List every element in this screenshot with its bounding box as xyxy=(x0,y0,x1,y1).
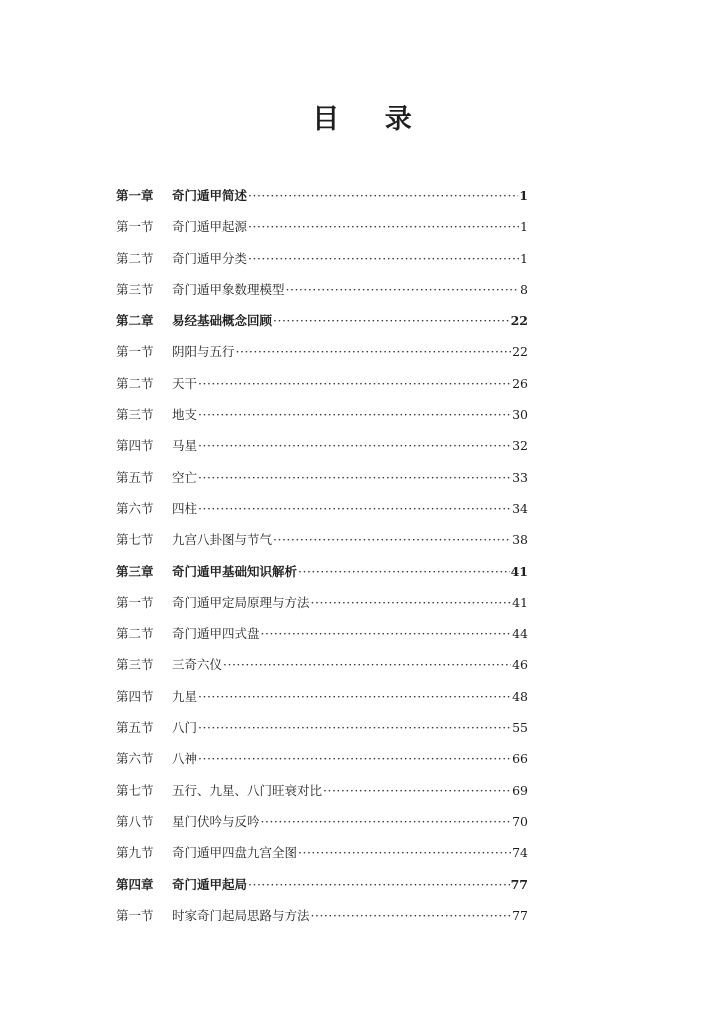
toc-entry-label: 第四节 xyxy=(116,438,154,454)
toc-entry-label: 第七节 xyxy=(116,532,154,548)
toc-entry-label: 第五节 xyxy=(116,469,154,485)
toc-dot-leader xyxy=(323,775,511,806)
toc-dot-leader xyxy=(298,837,511,868)
toc-section-entry xyxy=(116,837,528,868)
toc-entry-label: 第三节 xyxy=(116,407,154,423)
toc-entry-label: 第一节 xyxy=(116,594,154,610)
toc-entry-title: 星门伏吟与反吟 xyxy=(172,813,260,829)
toc-chapter-entry xyxy=(116,180,528,211)
toc-section-entry xyxy=(116,743,528,774)
toc-entry-page-number: 1 xyxy=(519,188,528,203)
toc-entry-label: 第四章 xyxy=(116,876,154,892)
toc-entry-title: 九星 xyxy=(172,688,198,704)
toc-entry-title: 四柱 xyxy=(172,500,198,516)
toc-entry-title: 奇门遁甲基础知识解析 xyxy=(172,563,298,579)
toc-entry-label: 第一章 xyxy=(116,188,154,203)
toc-entry-page-number: 48 xyxy=(512,688,528,704)
toc-entry-title: 空亡 xyxy=(172,469,198,485)
toc-entry-label: 第九节 xyxy=(116,845,154,861)
toc-entry-title: 奇门遁甲简述 xyxy=(172,188,248,203)
toc-entry-title: 天干 xyxy=(172,375,198,391)
toc-entry-label: 第八节 xyxy=(116,813,154,829)
toc-entry-title: 奇门遁甲分类 xyxy=(172,250,248,266)
toc-entry-page-number: 41 xyxy=(510,563,528,579)
toc-entry-label: 第三节 xyxy=(116,657,154,673)
toc-section-entry xyxy=(116,211,528,242)
toc-section-entry xyxy=(116,524,528,555)
toc-dot-leader xyxy=(298,556,510,587)
toc-section-entry xyxy=(116,681,528,712)
toc-section-entry xyxy=(116,493,528,524)
toc-entry-label: 第二节 xyxy=(116,375,154,391)
toc-entry-label: 第三章 xyxy=(116,563,154,579)
toc-section-entry xyxy=(116,274,528,305)
toc-section-entry xyxy=(116,806,528,837)
toc-entry-page-number: 44 xyxy=(512,626,528,642)
toc-entry-label: 第六节 xyxy=(116,500,154,516)
toc-entry-page-number: 69 xyxy=(512,782,528,798)
toc-entry-title: 奇门遁甲起局 xyxy=(172,876,248,892)
toc-entry-label: 第一节 xyxy=(116,907,154,923)
toc-entry-title: 奇门遁甲象数理模型 xyxy=(172,281,285,297)
toc-entry-label: 第二章 xyxy=(116,313,154,329)
toc-entry-title: 八门 xyxy=(172,720,198,736)
toc-dot-leader xyxy=(261,806,512,837)
toc-section-entry xyxy=(116,430,528,461)
toc-entry-page-number: 1 xyxy=(520,219,528,235)
toc-entry-page-number: 22 xyxy=(512,344,528,360)
toc-entry-title: 五行、九星、八门旺衰对比 xyxy=(172,782,323,798)
toc-dot-leader xyxy=(198,681,511,712)
toc-entry-label: 第五节 xyxy=(116,720,154,736)
toc-chapter-entry xyxy=(116,869,528,900)
toc-section-entry xyxy=(116,336,528,367)
table-of-contents xyxy=(116,180,528,931)
toc-entry-page-number: 77 xyxy=(510,876,528,892)
toc-entry-label: 第六节 xyxy=(116,751,154,767)
toc-entry-title: 地支 xyxy=(172,407,198,423)
toc-dot-leader xyxy=(273,524,511,555)
toc-entry-page-number: 33 xyxy=(512,469,528,485)
toc-entry-title: 易经基础概念回顾 xyxy=(172,313,273,329)
toc-entry-page-number: 74 xyxy=(512,845,528,861)
toc-section-entry xyxy=(116,649,528,680)
toc-section-entry xyxy=(116,900,528,931)
toc-dot-leader xyxy=(261,618,512,649)
toc-entry-label: 第二节 xyxy=(116,626,154,642)
toc-entry-title: 奇门遁甲定局原理与方法 xyxy=(172,594,310,610)
toc-dot-leader xyxy=(248,211,519,242)
toc-dot-leader xyxy=(248,869,510,900)
toc-entry-page-number: 77 xyxy=(512,907,528,923)
toc-dot-leader xyxy=(198,430,511,461)
toc-entry-page-number: 46 xyxy=(512,657,528,673)
toc-entry-label: 第一节 xyxy=(116,344,154,360)
toc-entry-page-number: 55 xyxy=(512,720,528,736)
toc-dot-leader xyxy=(248,180,518,211)
toc-dot-leader xyxy=(198,399,511,430)
toc-entry-title: 三奇六仪 xyxy=(172,657,223,673)
toc-dot-leader xyxy=(198,462,511,493)
toc-entry-title: 奇门遁甲起源 xyxy=(172,219,248,235)
toc-section-entry xyxy=(116,399,528,430)
toc-entry-page-number: 1 xyxy=(520,250,528,266)
toc-entry-title: 奇门遁甲四式盘 xyxy=(172,626,260,642)
toc-dot-leader xyxy=(198,493,511,524)
toc-entry-title: 阴阳与五行 xyxy=(172,344,235,360)
toc-entry-page-number: 26 xyxy=(512,375,528,391)
toc-dot-leader xyxy=(273,305,510,336)
toc-entry-page-number: 8 xyxy=(520,281,528,297)
toc-entry-page-number: 38 xyxy=(512,532,528,548)
toc-entry-title: 时家奇门起局思路与方法 xyxy=(172,907,310,923)
toc-entry-title: 九宫八卦图与节气 xyxy=(172,532,273,548)
toc-dot-leader xyxy=(198,743,511,774)
toc-section-entry xyxy=(116,243,528,274)
toc-section-entry xyxy=(116,462,528,493)
toc-entry-label: 第四节 xyxy=(116,688,154,704)
toc-section-entry xyxy=(116,587,528,618)
toc-section-entry xyxy=(116,368,528,399)
toc-dot-leader xyxy=(248,243,519,274)
toc-dot-leader xyxy=(311,900,512,931)
toc-chapter-entry xyxy=(116,556,528,587)
toc-entry-label: 第三节 xyxy=(116,281,154,297)
toc-entry-label: 第一节 xyxy=(116,219,154,235)
toc-dot-leader xyxy=(311,587,512,618)
toc-dot-leader xyxy=(236,336,512,367)
toc-entry-page-number: 34 xyxy=(512,500,528,516)
toc-entry-label: 第七节 xyxy=(116,782,154,798)
toc-entry-page-number: 70 xyxy=(512,813,528,829)
toc-entry-title: 马星 xyxy=(172,438,198,454)
toc-entry-page-number: 66 xyxy=(512,751,528,767)
page-title: 目 录 xyxy=(312,104,430,136)
toc-chapter-entry xyxy=(116,305,528,336)
toc-section-entry xyxy=(116,712,528,743)
toc-entry-page-number: 30 xyxy=(512,407,528,423)
toc-dot-leader xyxy=(198,712,511,743)
toc-entry-page-number: 22 xyxy=(510,313,528,329)
toc-section-entry xyxy=(116,618,528,649)
toc-entry-page-number: 41 xyxy=(512,594,528,610)
toc-entry-label: 第二节 xyxy=(116,250,154,266)
toc-entry-title: 八神 xyxy=(172,751,198,767)
toc-section-entry xyxy=(116,775,528,806)
toc-dot-leader xyxy=(223,649,511,680)
toc-dot-leader xyxy=(286,274,520,305)
toc-dot-leader xyxy=(198,368,511,399)
toc-entry-title: 奇门遁甲四盘九宫全图 xyxy=(172,845,298,861)
toc-entry-page-number: 32 xyxy=(512,438,528,454)
